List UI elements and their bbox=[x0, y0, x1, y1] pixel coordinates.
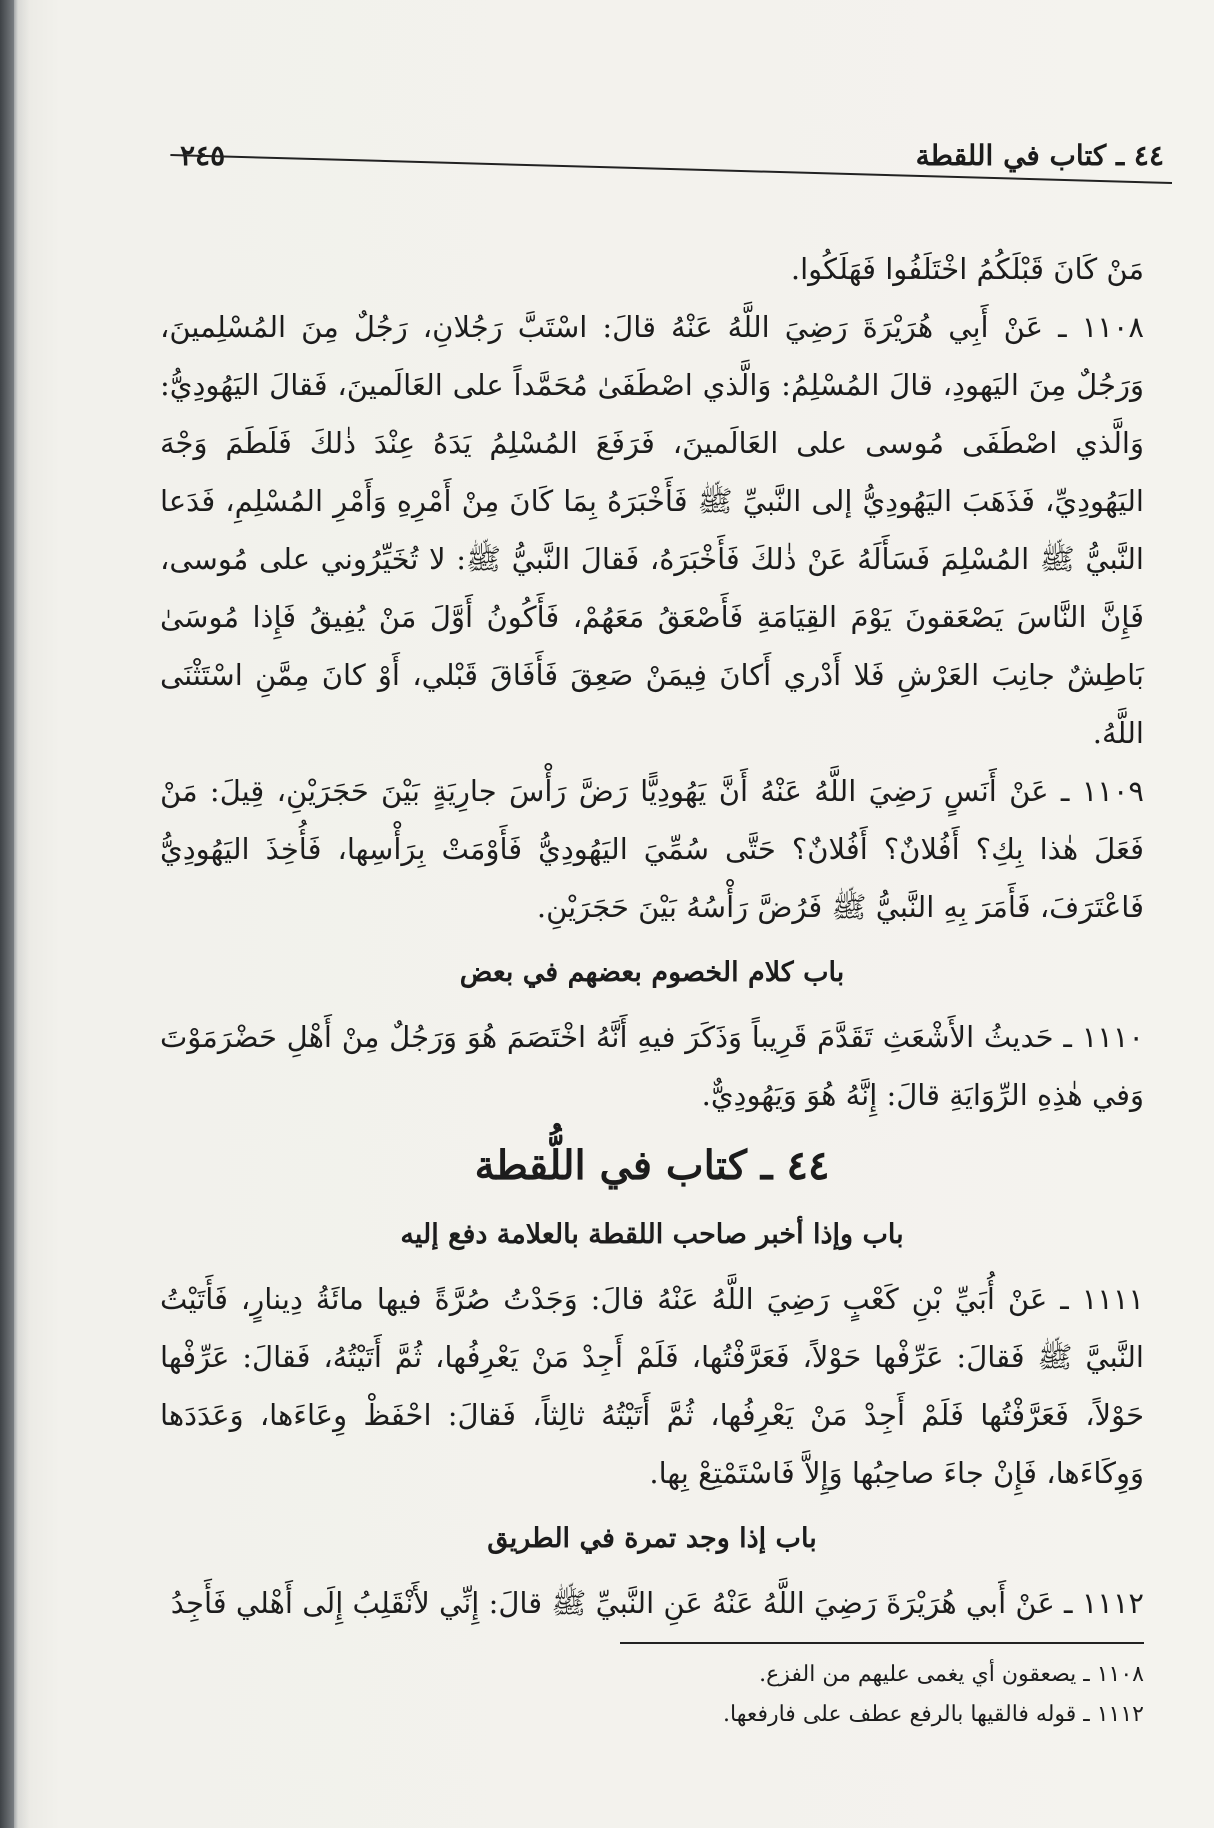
hadith-1112: ١١١٢ ـ عَنْ أَبي هُرَيْرَةَ رَضِيَ اللَّهُ عَنْهُ عَنِ النَّبيِّ ﷺ قالَ: إِنِّي لأَنْقَلِبُ إِلَى أَهْلي فَأَجِدُ bbox=[170, 1586, 1144, 1620]
footnote-1108: ١١٠٨ ـ يصعقون أي يغمى عليهم من الفزع. bbox=[759, 1662, 1144, 1687]
page-header bbox=[180, 132, 1164, 178]
footnotes bbox=[160, 1655, 1144, 1735]
chapter-heading: باب كلام الخصوم بعضهم في بعض bbox=[459, 957, 845, 988]
show-through-text bbox=[1116, 190, 1124, 220]
chapter-heading: باب وإذا أخبر صاحب اللقطة بالعلامة دفع إليه bbox=[400, 1219, 904, 1250]
running-title: ٤٤ ـ كتاب في اللقطة bbox=[915, 138, 1164, 172]
chapter-heading: باب إذا وجد تمرة في الطريق bbox=[487, 1523, 817, 1554]
footnote-rule bbox=[620, 1642, 1144, 1644]
hadith-1108: ١١٠٨ ـ عَنْ أَبِي هُرَيْرَةَ رَضِيَ اللَّهُ عَنْهُ قالَ: اسْتَبَّ رَجُلانِ، رَجُلٌ مِنَ المُسْلِمينَ، وَرَجُلٌ مِنَ اليَهودِ، قالَ المُسْلِمُ: وَالَّذي اصْطَفَىٰ مُحَمَّداً على العَالَمينَ، فَقالَ اليَهُودِيُّ: وَالَّذي اصْطَفَى مُوسى على العَالَمينَ، فَرَفَعَ المُسْلِمُ يَدَهُ عِنْدَ ذٰلكَ فَلَطَمَ وَجْهَ اليَهُودِيِّ، فَذَهَبَ اليَهُودِيُّ إلى النَّبيِّ ﷺ فَأَخْبَرَهُ بِمَا كَانَ مِنْ أَمْرِهِ وَأَمْرِ المُسْلِمِ، فَدَعا النَّبيُّ ﷺ المُسْلِمَ فَسَأَلَهُ عَنْ ذٰلكَ فَأَخْبَرَهُ، فَقالَ النَّبيُّ ﷺ: لا تُخَيِّرُوني على مُوسى، فَإِنَّ النَّاسَ يَصْعَقونَ يَوْمَ القِيَامَةِ فَأَصْعَقُ مَعَهُمْ، فَأَكُونُ أَوَّلَ مَنْ يُفِيقُ فَإِذا مُوسَىٰ بَاطِشٌ جانِبَ العَرْشِ فَلا أَدْري أَكانَ فِيمَنْ صَعِقَ فَأَفَاقَ قَبْلي، أَوْ كانَ مِمَّنِ اسْتَثْنَى اللَّهُ. bbox=[160, 310, 1144, 750]
hadith-1111: ١١١١ ـ عَنْ أُبَيِّ بْنِ كَعْبٍ رَضِيَ اللَّهُ عَنْهُ قالَ: وَجَدْتُ صُرَّةً فيها مائَةُ دِينارٍ، فَأَتَيْتُ النَّبيَّ ﷺ فَقالَ: عَرِّفْها حَوْلاً، فَعَرَّفْتُها، فَلَمْ أَجِدْ مَنْ يَعْرِفُها، ثُمَّ أَتَيْتُهُ، فَقالَ: عَرِّفْها حَوْلاً، فَعَرَّفْتُها فَلَمْ أَجِدْ مَنْ يَعْرِفُها، ثُمَّ أَتَيْتُهُ ثالِثاً، فَقالَ: احْفَظْ وِعَاءَها، وَعَدَدَها وَوِكَاءَها، فَإِنْ جاءَ صاحِبُها وَإِلاَّ فَاسْتَمْتِعْ بِها. bbox=[160, 1282, 1144, 1490]
book-page-edges bbox=[0, 0, 14, 1828]
main-text bbox=[160, 240, 1144, 1632]
page-number: ٢٤٥ bbox=[180, 138, 226, 172]
hadith-1110: ١١١٠ ـ حَديثُ الأَشْعَثِ تَقَدَّمَ قَرِيباً وَذَكَرَ فيهِ أَنَّهُ اخْتَصَمَ هُوَ وَرَجُلٌ مِنْ أَهْلِ حَضْرَمَوْتَ وَفي هٰذِهِ الرِّوَايَةِ قالَ: إِنَّهُ هُوَ وَيَهُودِيٌّ. bbox=[160, 1020, 1144, 1112]
book-title: ٤٤ ـ كتاب في اللُّقطة bbox=[474, 1142, 830, 1189]
hadith-1109: ١١٠٩ ـ عَنْ أَنَسٍ رَضِيَ اللَّهُ عَنْهُ أَنَّ يَهُودِيًّا رَضَّ رَأْسَ جارِيَةٍ بَيْنَ حَجَرَيْنِ، قِيلَ: مَنْ فَعَلَ هٰذا بِكِ؟ أَفُلانٌ؟ أَفُلانٌ؟ حَتَّى سُمِّيَ اليَهُودِيُّ فَأَوْمَتْ بِرَأْسِها، فَأُخِذَ اليَهُودِيُّ فَاعْتَرَفَ، فَأَمَرَ بِهِ النَّبيُّ ﷺ فَرُضَّ رَأْسُهُ بَيْنَ حَجَرَيْنِ. bbox=[160, 774, 1144, 924]
footnote-1112: ١١١٢ ـ قوله فالقيها بالرفع عطف على فارفعها. bbox=[723, 1702, 1144, 1727]
book-page bbox=[60, 70, 1184, 1790]
paragraph-continuation: مَنْ كَانَ قَبْلَكُمُ اخْتَلَفُوا فَهَلَكُوا. bbox=[790, 252, 1144, 286]
